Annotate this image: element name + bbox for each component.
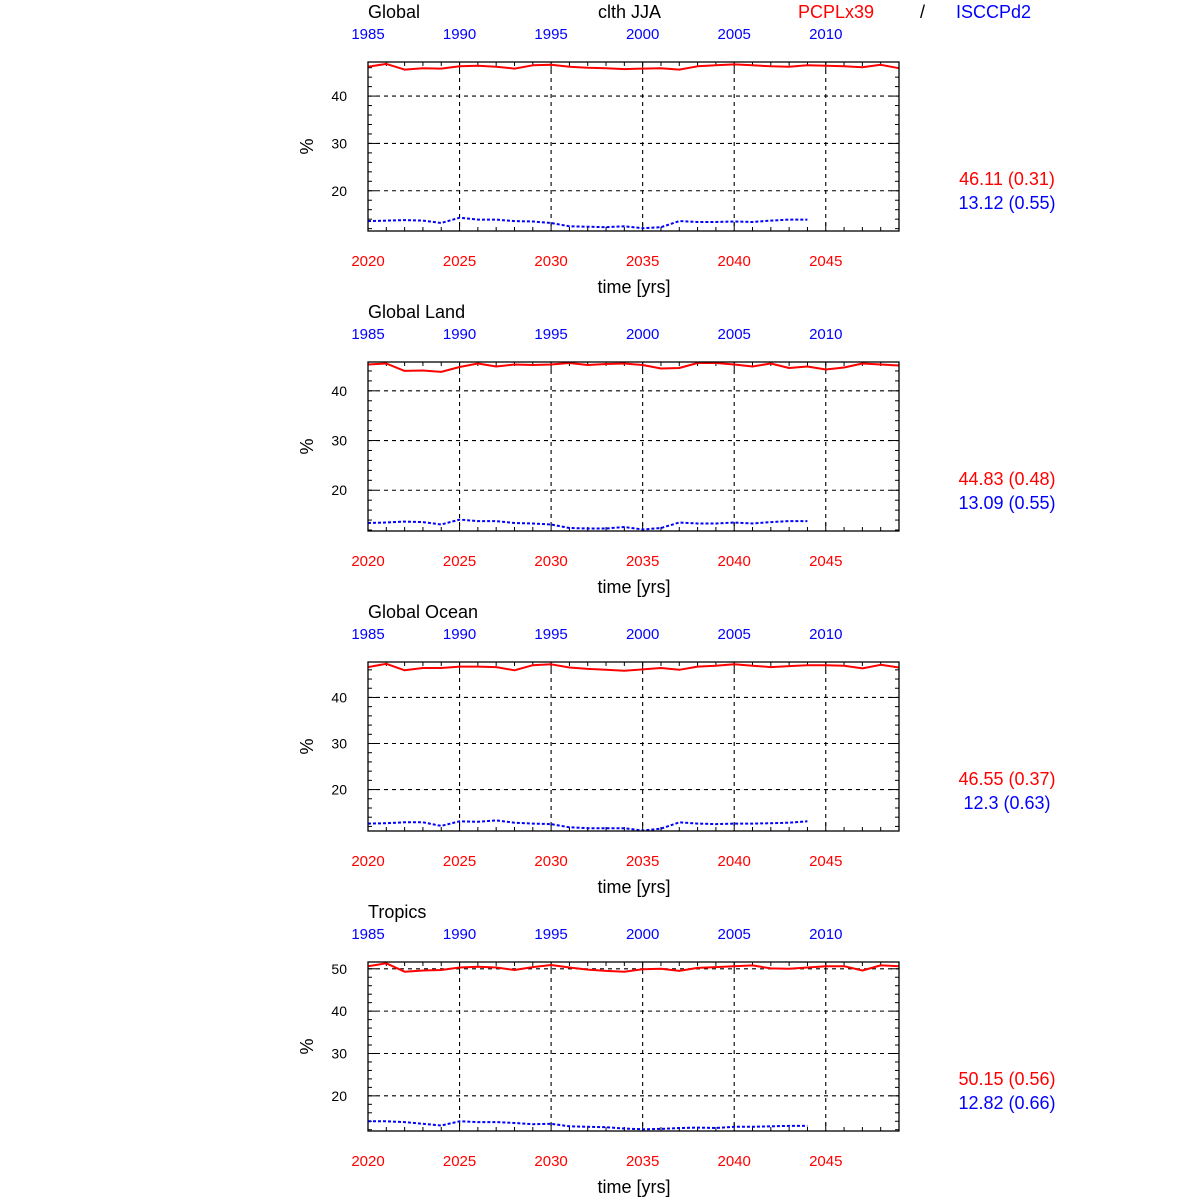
x-tick-label-bottom: 2020 (351, 253, 385, 270)
x-tick-label-top: 1985 (351, 326, 385, 343)
x-tick-label-bottom: 2040 (717, 1153, 751, 1170)
y-tick-label: 40 (331, 88, 347, 105)
obs-stat-label: 13.12 (0.55) (958, 193, 1056, 213)
obs-series-line (368, 820, 807, 830)
x-axis-label: time [yrs] (597, 577, 671, 597)
plot-frame (368, 362, 899, 531)
panel-title: Tropics (368, 902, 427, 922)
x-tick-label-bottom: 2020 (351, 853, 385, 870)
y-tick-label: 30 (331, 1045, 347, 1062)
model-stat-label: 46.55 (0.37) (958, 769, 1056, 789)
x-tick-label-top: 2005 (717, 26, 751, 43)
y-tick-label: 30 (331, 432, 347, 449)
obs-stat-label: 12.3 (0.63) (963, 793, 1051, 813)
model-stat-label: 50.15 (0.56) (958, 1069, 1056, 1089)
x-tick-label-bottom: 2025 (442, 553, 477, 570)
x-tick-label-bottom: 2025 (442, 853, 477, 870)
plot-frame (368, 662, 899, 831)
model-series-line (368, 664, 899, 671)
x-tick-label-top: 1985 (351, 26, 385, 43)
x-tick-label-bottom: 2030 (534, 253, 568, 270)
y-axis-label: % (297, 138, 317, 155)
y-axis-label: % (297, 738, 317, 755)
x-tick-label-bottom: 2025 (442, 253, 477, 270)
model-stat-label: 46.11 (0.31) (959, 169, 1055, 189)
x-tick-label-top: 2000 (625, 626, 660, 643)
x-tick-label-bottom: 2035 (625, 253, 660, 270)
x-tick-label-bottom: 2045 (809, 1153, 843, 1170)
x-tick-label-top: 1995 (534, 326, 568, 343)
panel-title: Global (368, 2, 421, 22)
y-tick-label: 40 (331, 1003, 347, 1020)
x-tick-label-top: 1985 (351, 926, 385, 943)
y-axis-label: % (297, 1038, 317, 1055)
obs-series-line (368, 218, 807, 229)
x-tick-label-bottom: 2030 (534, 553, 568, 570)
y-tick-label: 40 (331, 382, 347, 399)
x-tick-label-bottom: 2040 (717, 253, 751, 270)
plot-frame (368, 962, 899, 1131)
y-tick-label: 30 (331, 135, 347, 152)
x-tick-label-bottom: 2045 (809, 253, 843, 270)
y-tick-label: 50 (331, 960, 347, 977)
panel-title: Global Land (368, 302, 466, 322)
x-tick-label-top: 2005 (717, 326, 751, 343)
y-tick-label: 30 (331, 735, 347, 752)
x-tick-label-top: 2010 (809, 326, 843, 343)
x-tick-label-bottom: 2030 (534, 1153, 568, 1170)
x-tick-label-bottom: 2045 (809, 853, 843, 870)
x-tick-label-bottom: 2025 (442, 1153, 477, 1170)
y-tick-label: 20 (331, 1087, 347, 1104)
x-tick-label-top: 2010 (809, 626, 843, 643)
x-tick-label-top: 1985 (351, 626, 385, 643)
x-axis-label: time [yrs] (597, 877, 671, 897)
x-tick-label-bottom: 2040 (717, 853, 751, 870)
legend-separator: / (920, 2, 926, 22)
x-tick-label-bottom: 2045 (809, 553, 843, 570)
obs-series-line (368, 520, 807, 530)
x-tick-label-top: 2005 (717, 626, 751, 643)
x-tick-label-top: 1990 (442, 26, 477, 43)
x-axis-label: time [yrs] (597, 1177, 671, 1197)
x-tick-label-top: 1990 (442, 326, 477, 343)
x-tick-label-bottom: 2020 (351, 1153, 385, 1170)
y-tick-label: 20 (331, 482, 347, 499)
model-series-line (368, 963, 899, 971)
obs-stat-label: 13.09 (0.55) (958, 493, 1056, 513)
x-tick-label-top: 1990 (442, 926, 477, 943)
x-tick-label-top: 2000 (625, 326, 660, 343)
y-tick-label: 20 (331, 182, 347, 199)
figure-title: clth JJA (598, 2, 662, 22)
x-tick-label-top: 2000 (625, 26, 660, 43)
x-tick-label-top: 1995 (534, 926, 568, 943)
x-tick-label-bottom: 2035 (625, 853, 660, 870)
x-tick-label-top: 2005 (717, 926, 751, 943)
model-stat-label: 44.83 (0.48) (958, 469, 1056, 489)
x-tick-label-top: 2000 (625, 926, 660, 943)
x-tick-label-top: 1995 (534, 26, 568, 43)
model-series-line (368, 363, 899, 372)
x-tick-label-bottom: 2035 (625, 553, 660, 570)
y-tick-label: 20 (331, 781, 347, 798)
model-series-line (368, 64, 899, 70)
x-tick-label-bottom: 2020 (351, 553, 385, 570)
y-tick-label: 40 (331, 689, 347, 706)
model-legend-label: PCPLx39 (798, 2, 875, 22)
x-tick-label-bottom: 2030 (534, 853, 568, 870)
x-tick-label-top: 1995 (534, 626, 568, 643)
x-tick-label-top: 2010 (809, 926, 843, 943)
obs-legend-label: ISCCPd2 (956, 2, 1032, 22)
x-tick-label-top: 2010 (809, 26, 843, 43)
plot-frame (368, 62, 899, 231)
obs-stat-label: 12.82 (0.66) (958, 1093, 1056, 1113)
x-tick-label-top: 1990 (442, 626, 477, 643)
y-axis-label: % (297, 438, 317, 455)
x-axis-label: time [yrs] (597, 277, 671, 297)
x-tick-label-bottom: 2040 (717, 553, 751, 570)
x-tick-label-bottom: 2035 (625, 1153, 660, 1170)
panel-title: Global Ocean (368, 602, 479, 622)
